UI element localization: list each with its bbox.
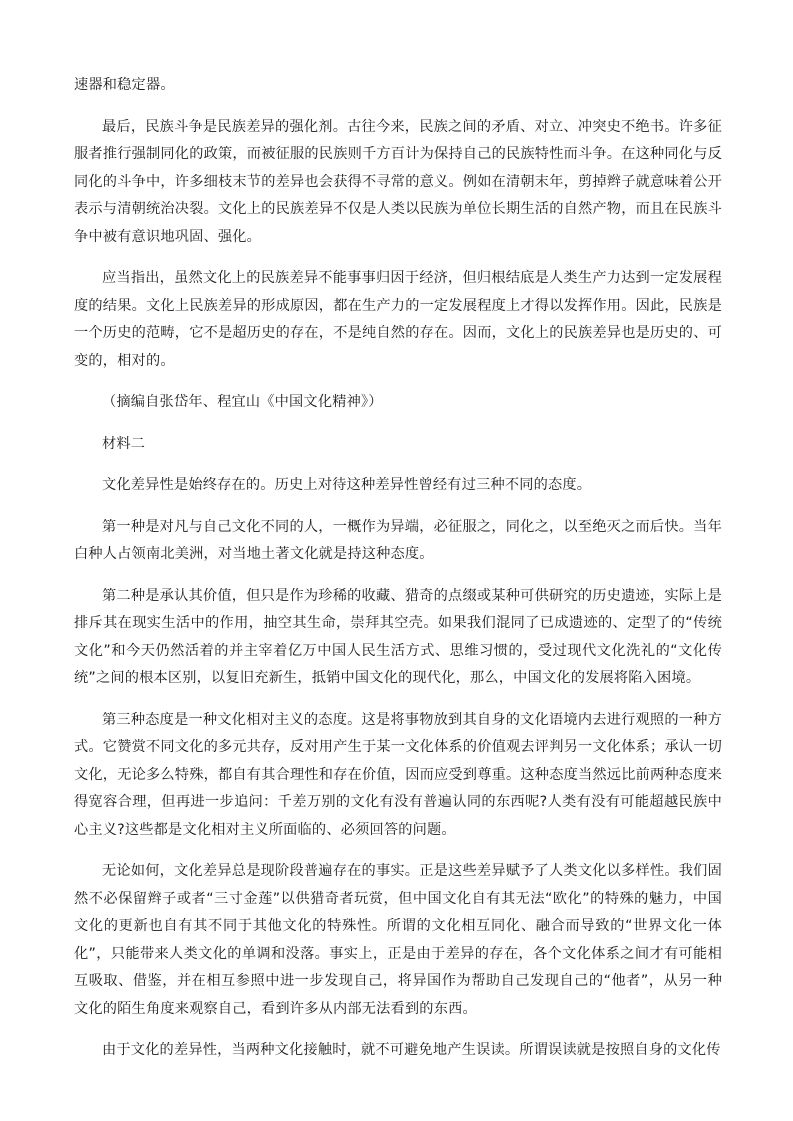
paragraph-misreading: 由于文化的差异性，当两种文化接触时，就不可避免地产生误读。所谓误读就是按照自身的文化传 xyxy=(102,1042,721,1058)
paragraph-three-attitudes: 文化差异性是始终存在的。历史上对待这种差异性曾经有过三种不同的态度。 xyxy=(102,477,592,493)
source-citation: （摘编自张岱年、程宜山《中国文化精神》） xyxy=(102,394,383,410)
paragraph-productivity: 应当指出，虽然文化上的民族差异不能事事归因于经济，但归根结底是人类生产力达到一定发展程度的结果。文化上民族差异的形成原因，都在生产力的一定发展程度上才得以发挥作用。因此，民族是一个历史的范畴，它不是超历史的存在，不是纯自然的存在。因而，文化上的民族差异也是历史的、可变的，相对的。 xyxy=(74,270,722,369)
paragraph-continuation: 速器和稳定器。 xyxy=(74,77,175,93)
paragraph-ethnic-struggle: 最后，民族斗争是民族差异的强化剂。古往今来，民族之间的矛盾、对立、冲突史不绝书。许多征服者推行强制同化的政策，而被征服的民族则千方百计为保持自己的民族特性而斗争。在这种同化与反同化的斗争中，许多细枝末节的差异也会获得不寻常的意义。例如在清朝末年，剪掉辫子就意味着公开表示与清朝统治决裂。文化上的民族差异不仅是人类以民族为单位长期生活的自然产物，而且在民族斗争中被有意识地巩固、强化。 xyxy=(74,118,722,245)
paragraph-attitude-two: 第二种是承认其价值，但只是作为珍稀的收藏、猎奇的点缀或某种可供研究的历史遗迹，实际上是排斥其在现实生活中的作用，抽空其生命，崇拜其空壳。如果我们混同了已成遗迹的、定型了的“传统文化”和今天仍然活着的并主宰着亿万中国人民生活方式、思维习惯的，受过现代文化洗礼的“文化传统”之间的根本区别，以复旧充新生，抵销中国文化的现代化，那么，中国文化的发展将陷入困境。 xyxy=(74,587,722,686)
paragraph-attitude-three: 第三种态度是一种文化相对主义的态度。这是将事物放到其自身的文化语境内去进行观照的一种方式。它赞赏不同文化的多元共存，反对用产生于某一文化体系的价值观去评判另一文化体系；承认一切文化，无论多么特殊，都自有其合理性和存在价值，因而应受到尊重。这种态度当然远比前两种态度来得宽容合理，但再进一步追问：千差万别的文化有没有普遍认同的东西呢?人类有没有可能超越民族中心主义?这些都是文化相对主义所面临的、必须回答的问题。 xyxy=(74,711,722,838)
section-heading-material-two: 材料二 xyxy=(102,435,146,452)
document-page xyxy=(74,72,722,1079)
paragraph-diversity: 无论如何，文化差异总是现阶段普遍存在的事实。正是这些差异赋予了人类文化以多样性。我们固然不必保留辫子或者“三寸金莲”以供猎奇者玩赏，但中国文化自有其无法“欧化”的特殊的魅力，中国文化的更新也自有其不同于其他文化的特殊性。所谓的文化相互同化、融合而导致的“世界文化一体化”，只能带来人类文化的单调和没落。事实上，正是由于差异的存在，各个文化体系之间才有可能相互吸取、借鉴，并在相互参照中进一步发现自己，将异国作为帮助自己发现自己的“他者”，从另一种文化的陌生角度来观察自己，看到许多从内部无法看到的东西。 xyxy=(74,863,722,1017)
paragraph-attitude-one: 第一种是对凡与自己文化不同的人，一概作为异端，必征服之，同化之，以至绝灭之而后快。当年白种人占领南北美洲，对当地土著文化就是持这种态度。 xyxy=(74,518,722,562)
